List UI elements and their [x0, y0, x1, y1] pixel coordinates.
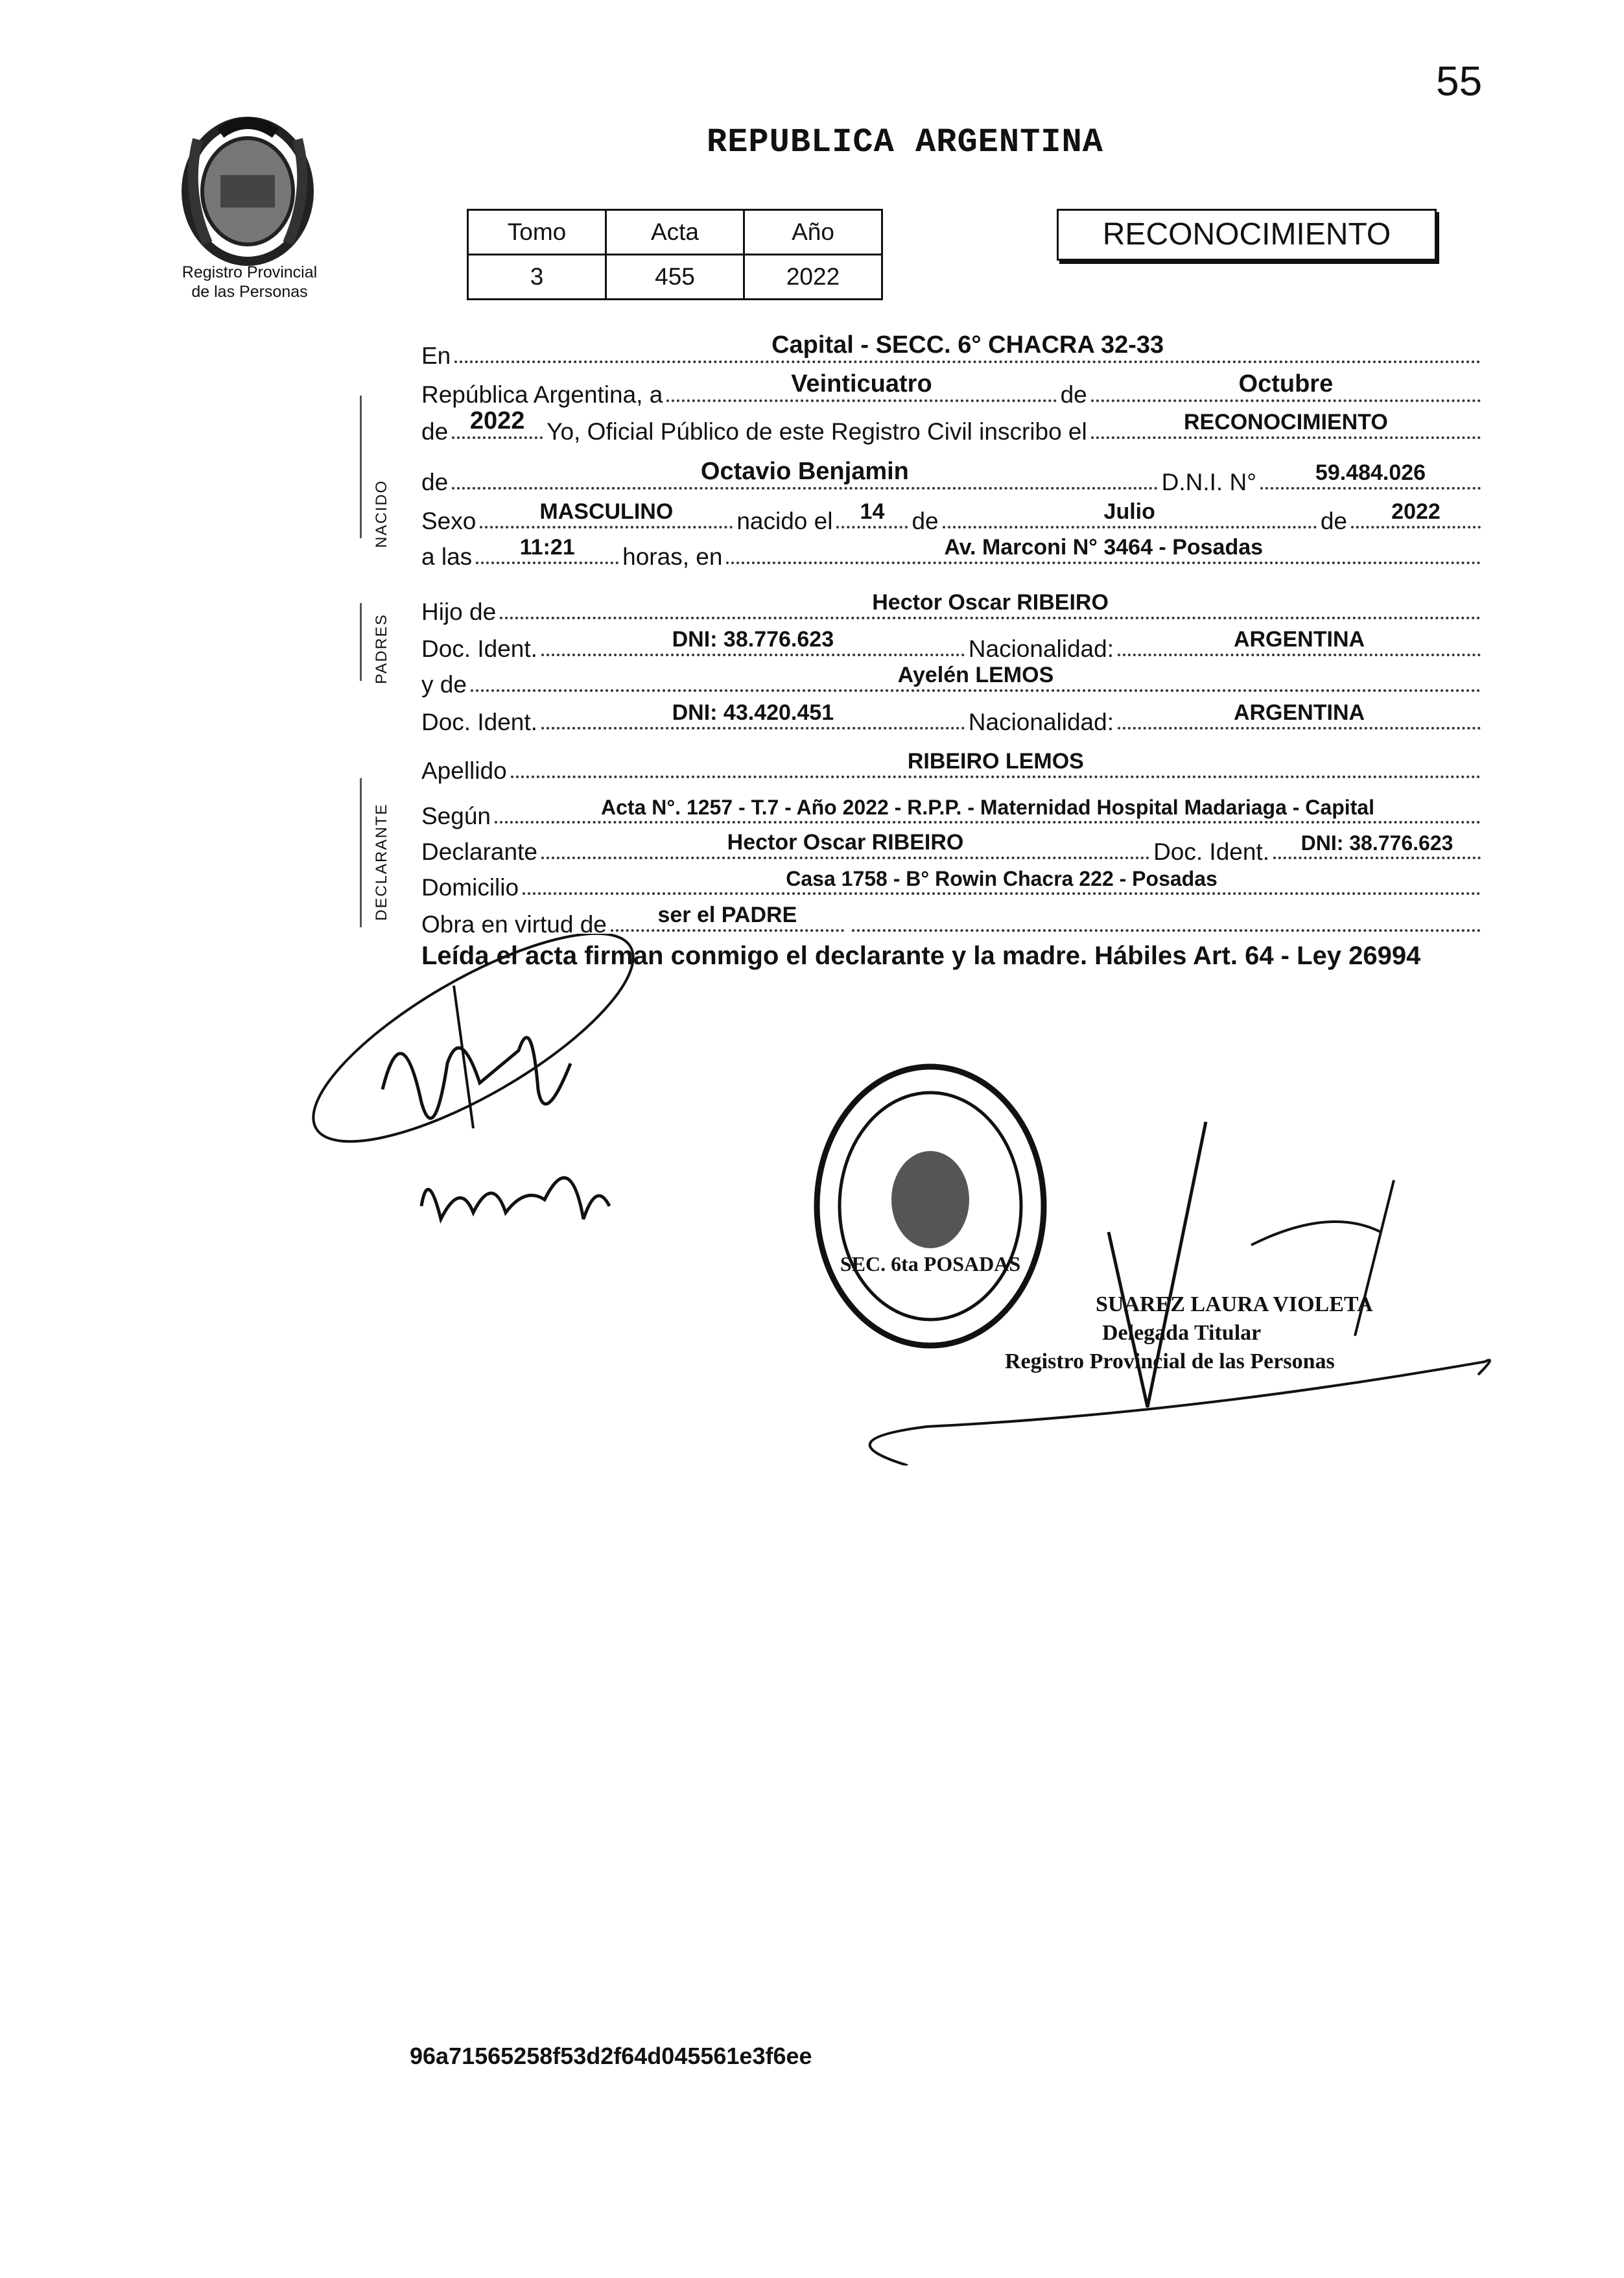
closing-note: Leída el acta firman conmigo el declarante y la madre. Hábiles Art. 64 - Ley 26994 [421, 942, 1421, 970]
side-label-nacido: NACIDO [373, 479, 390, 548]
row-en: En Capital - SECC. 6° CHACRA 32-33 [421, 331, 1485, 370]
signer-role: Delegada Titular [1102, 1321, 1262, 1345]
declarante-value: Hector Oscar RIBEIRO [727, 830, 964, 855]
signer-block [1005, 1290, 1373, 1376]
madre-doc-value: DNI: 43.420.451 [672, 700, 834, 725]
row-sexo: Sexo MASCULINO nacido el 14 de Julio de 2022 [421, 496, 1485, 535]
side-label-declarante: DECLARANTE [373, 803, 390, 921]
nac-mes-value: Julio [1103, 499, 1155, 524]
lugar-nacimiento-value: Av. Marconi N° 3464 - Posadas [944, 535, 1264, 560]
row-domicilio: Domicilio Casa 1758 - B° Rowin Chacra 222 - Posadas [421, 862, 1485, 901]
row-fecha: República Argentina, a Veinticuatro de Octubre [421, 370, 1485, 409]
hora-value: 11:21 [519, 535, 575, 560]
apellido-value: RIBEIRO LEMOS [907, 749, 1084, 774]
tomo-header: Tomo [468, 210, 606, 255]
nac-anio-value: 2022 [1391, 499, 1441, 524]
mes-value: Octubre [1238, 370, 1334, 397]
row-acto: de 2022 Yo, Oficial Público de este Registro Civil inscribo el RECONOCIMIENTO [421, 407, 1485, 445]
acta-header: Acta [606, 210, 744, 255]
padre-doc-value: DNI: 38.776.623 [672, 627, 834, 652]
anio-value: 2022 [744, 255, 882, 300]
nombre-value: Octavio Benjamin [700, 458, 909, 485]
logo-caption: Registro Provincial de las Personas [182, 263, 318, 301]
padre-value: Hector Oscar RIBEIRO [872, 590, 1109, 615]
row-obra: Obra en virtud de ser el PADRE [421, 899, 1485, 938]
anio-header: Año [744, 210, 882, 255]
document-hash: 96a71565258f53d2f64d045561e3f6ee [410, 2043, 812, 2069]
acta-value: 455 [606, 255, 744, 300]
side-label-padres: PADRES [373, 613, 390, 684]
row-padre: Hijo de Hector Oscar RIBEIRO [421, 587, 1485, 626]
row-madre-doc: Doc. Ident. DNI: 43.420.451 Nacionalidad: ARGENTINA [421, 697, 1485, 736]
row-hora: a las 11:21 horas, en Av. Marconi N° 3464 - Posadas [421, 532, 1485, 571]
dni-value: 59.484.026 [1315, 460, 1426, 485]
signer-name: SUAREZ LAURA VIOLETA [1096, 1292, 1373, 1316]
dia-value: Veinticuatro [791, 370, 932, 397]
row-apellido: Apellido RIBEIRO LEMOS [421, 746, 1485, 785]
madre-nac-value: ARGENTINA [1233, 700, 1365, 725]
tomo-value: 3 [468, 255, 606, 300]
signer-org: Registro Provincial de las Personas [1005, 1349, 1335, 1373]
row-nombre: de Octavio Benjamin D.N.I. N° 59.484.026 [421, 457, 1485, 496]
register-table [467, 209, 883, 300]
sexo-value: MASCULINO [539, 499, 674, 524]
row-padre-doc: Doc. Ident. DNI: 38.776.623 Nacionalidad: ARGENTINA [421, 624, 1485, 663]
nac-dia-value: 14 [860, 499, 885, 524]
domicilio-value: Casa 1758 - B° Rowin Chacra 222 - Posadas [786, 867, 1218, 890]
lugar-inscripcion-value: Capital - SECC. 6° CHACRA 32-33 [771, 331, 1164, 359]
row-declarante: Declarante Hector Oscar RIBEIRO Doc. Ident. DNI: 38.776.623 [421, 827, 1485, 866]
declarante-doc-value: DNI: 38.776.623 [1300, 831, 1453, 855]
stamp-sec: SEC. 6ta POSADAS [840, 1252, 1021, 1275]
segun-value: Acta N°. 1257 - T.7 - Año 2022 - R.P.P. - Maternidad Hospital Madariaga - Capital [601, 796, 1374, 819]
declarant-signature [311, 934, 674, 1300]
anio-inscripcion-value: 2022 [469, 407, 525, 434]
acto-value: RECONOCIMIENTO [1183, 410, 1388, 434]
act-type-box: RECONOCIMIENTO [1057, 209, 1437, 261]
madre-value: Ayelén LEMOS [897, 663, 1054, 687]
page-number: 55 [1436, 58, 1483, 104]
official-signature [797, 1102, 1511, 1469]
row-segun: Según Acta N°. 1257 - T.7 - Año 2022 - R.P.P. - Maternidad Hospital Madariaga - Capital [421, 791, 1485, 830]
document-title: REPUBLICA ARGENTINA [707, 123, 1103, 161]
padre-nac-value: ARGENTINA [1233, 627, 1365, 652]
obra-value: ser el PADRE [657, 903, 797, 927]
row-madre: y de Ayelén LEMOS [421, 659, 1485, 698]
